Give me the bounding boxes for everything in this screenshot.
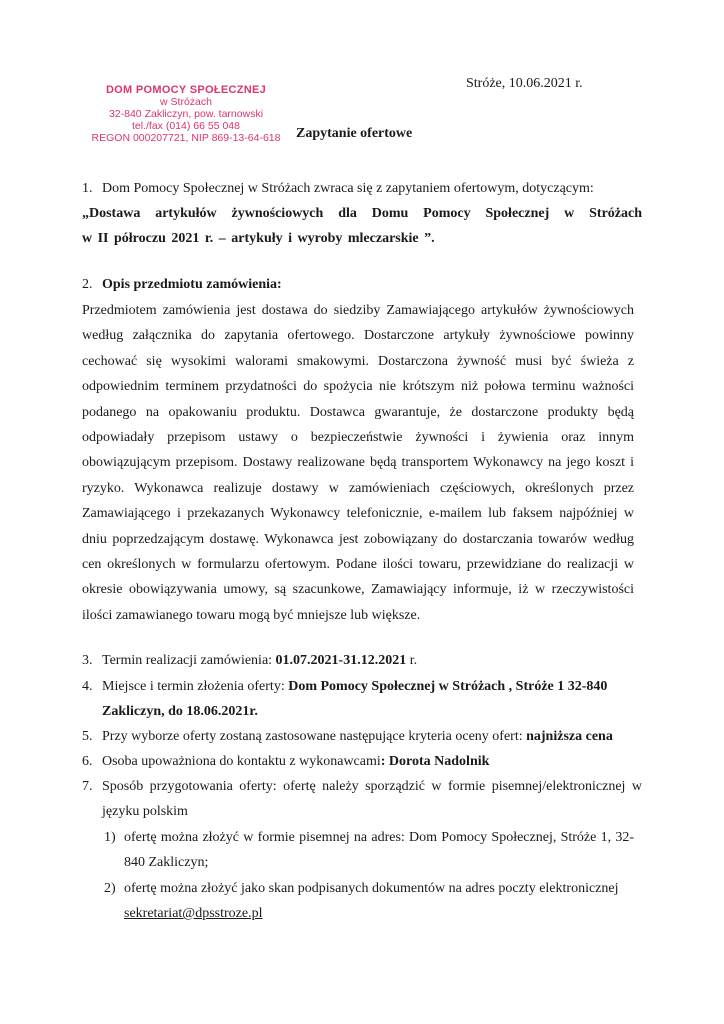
section-1-subject-line1: „Dostawa artykułów żywnościowych dla Domu Pomocy Społecznej w Stróżach: [82, 206, 642, 221]
list-item: [82, 749, 642, 774]
email-link[interactable]: sekretariat@dpsstroze.pl: [124, 906, 263, 921]
item-bold: Dom Pomocy Społecznej w Stróżach , Stróże 1 32-840 Zakliczyn, do 18.06.2021r.: [102, 679, 608, 719]
section-1-intro: Dom Pomocy Społecznej w Stróżach zwraca się z zapytaniem ofertowym, dotyczącym:: [102, 181, 594, 196]
subitem-number: 2): [104, 881, 116, 896]
item-number: 4.: [82, 679, 93, 694]
list-item: [82, 674, 642, 724]
item-text: Termin realizacji zamówienia:: [102, 653, 276, 668]
section-1-number: 1.: [82, 181, 93, 196]
section-2-number: 2.: [82, 277, 93, 292]
stamp-name: DOM POMOCY SPOŁECZNEJ: [105, 84, 267, 96]
item-number: 6.: [82, 754, 93, 769]
document-title: Zapytanie ofertowe: [296, 126, 413, 141]
sub-list-item: [104, 825, 634, 875]
item-text: Osoba upoważniona do kontaktu z wykonawcami: [102, 754, 381, 769]
item-bold: najniższa cena: [526, 729, 613, 744]
item-bold: : Dorota Nadolnik: [380, 754, 490, 769]
list-item: [82, 648, 642, 673]
section-2-heading: Opis przedmiotu zamówienia:: [102, 277, 282, 292]
stamp-phone: tel./fax (014) 66 55 048: [132, 120, 240, 132]
item-number: 3.: [82, 653, 93, 668]
stamp-address: 32-840 Zakliczyn, pow. tarnowski: [108, 108, 264, 120]
subitem-text: ofertę można złożyć jako skan podpisanych dokumentów na adres poczty elektronicznej: [124, 881, 619, 896]
item-after: r.: [406, 653, 418, 668]
item-number: 5.: [82, 729, 93, 744]
subitem-number: 1): [104, 830, 116, 845]
item-text: Miejsce i termin złożenia oferty:: [102, 679, 289, 694]
section-1: [82, 176, 642, 251]
stamp-regon: REGON 000207721, NIP 869-13-64-618: [91, 132, 281, 144]
place-date: Stróże, 10.06.2021 r.: [466, 76, 583, 91]
section-1-subject-line2: w II półroczu 2021 r. – artykuły i wyroby mleczarskie ”.: [82, 231, 435, 246]
item-bold: 01.07.2021-31.12.2021: [275, 653, 407, 668]
stamp-place: w Stróżach: [160, 96, 212, 108]
sub-list-item: [104, 876, 634, 926]
list-item: [82, 774, 642, 824]
item-text: Sposób przygotowania oferty: ofertę należy sporządzić w formie pisemnej/elektronicznej w języku polskim: [102, 779, 642, 819]
item-text: Przy wyborze oferty zostaną zastosowane następujące kryteria oceny ofert:: [102, 729, 527, 744]
institution-stamp: [88, 84, 284, 144]
subitem-text: ofertę można złożyć w formie pisemnej na adres: Dom Pomocy Społecznej, Stróże 1, 32-840 Zakliczyn;: [124, 830, 634, 870]
list-item: [82, 724, 642, 749]
section-2-body: Przedmiotem zamówienia jest dostawa do siedziby Zamawiającego artykułów żywnościowych według załącznika do zapytania ofertowego. Dostarczone artykuły żywnościowe powinny cechować się wysokimi walorami smakowymi. Dostarczona żywność musi być świeża z odpowiednim terminem przydatności do spożycia nie krótszym niż połowa terminu ważności podanego na opakowaniu produktu. Dostawca gwarantuje, że dostarczone produkty będą odpowiadały przepisom ustawy o bezpieczeństwie żywności i żywienia oraz innym obowiązującym przepisom. Dostawy realizowane będą transportem Wykonawcy na jego koszt i ryzyko. Wykonawca realizuje dostawy w zamówieniach częściowych, określonych przez Zamawiającego i przekazanych Wykonawcy telefonicznie, e-mailem lub faksem najpóźniej w dniu poprzedzającym dostawę. Wykonawca jest zobowiązany do dostarczania towarów według cen określonych w formularzu ofertowym. Podane ilości towaru, przewidziane do realizacji w okresie obowiązywania umowy, są szacunkowe, Zamawiający informuje, iż w rzeczywistości ilości zamawianego towaru mogą być mniejsze lub większe.: [82, 303, 634, 623]
item-number: 7.: [82, 779, 93, 794]
section-2-heading-row: [82, 272, 642, 297]
